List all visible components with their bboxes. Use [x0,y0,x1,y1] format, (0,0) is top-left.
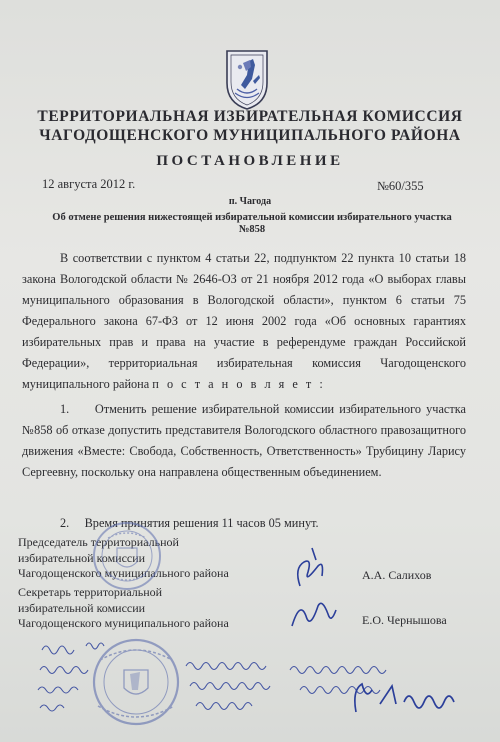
secretary-handwritten-signature [292,603,336,626]
item-2-number: 2. [60,516,70,530]
document-place: п. Чагода [228,196,272,207]
certifying-handwritten-signature [355,684,454,712]
resolves-word: п о с т а н о в л я е т : [152,377,326,391]
chair-title-line1: Председатель территориальной [18,535,179,549]
commission-name-line1: ТЕРРИТОРИАЛЬНАЯ ИЗБИРАТЕЛЬНАЯ КОМИССИЯ [37,108,463,125]
official-stamp-lower [94,640,178,724]
document-subject: Об отмене решения нижестоящей избирательной комиссии избирательного участка №858 [52,212,452,235]
commission-name-line2: ЧАГОДОЩЕНСКОГО МУНИЦИПАЛЬНОГО РАЙОНА [39,127,461,144]
coat-of-arms-emblem [219,45,275,113]
chair-title-line2: избирательной комиссии [18,550,146,565]
preamble-text: В соответствии с пунктом 4 статьи 22, подпунктом 22 пункта 10 статьи 18 закона Вологодской области № 2646-ОЗ от 21 ноября 2012 года «О выборах главы муниципального образования в Вологодской области», пунктом 6 статьи 75 Федерального закона 67-ФЗ от 12 июня 2002 года «Об основных гарантиях избирательных прав и права на участие в референдуме граждан Российской Федерации», территориальная избирательная комиссия Чагодощенского муниципального района [22,251,466,391]
item-2-text: Время принятия решения 11 часов 05 минут. [84,516,319,530]
document-number: №60/355 [377,179,424,193]
secretary-title-line2: избирательной комиссии [18,600,146,615]
secretary-title-line1: Секретарь территориальной [18,585,163,599]
preamble-paragraph [22,248,466,395]
chair-signature-block [18,535,229,582]
chair-name: А.А. Салихов [362,568,432,582]
item-1-text: Отменить решение избирательной комиссии избирательного участка №858 об отказе допустить представителя Вологодского областного правозащитного движения «Вместе: Свобода, Собственность, Ответственность» Трубицину Ларису Сергеевну, поскольку она направлена общественным объединением. [22,402,466,479]
secretary-signature-block [18,585,229,632]
resolution-item-1 [22,399,466,483]
handwritten-certification-note [38,643,386,711]
document-date: 12 августа 2012 г. [42,177,136,191]
resolution-item-2 [22,513,466,534]
secretary-title-line3: Чагодощенского муниципального района [18,616,229,630]
chair-title-line3: Чагодощенского муниципального района [18,566,229,580]
document-type-title: ПОСТАНОВЛЕНИЕ [156,153,344,169]
chair-handwritten-signature [298,548,323,586]
secretary-name: Е.О. Чернышова [362,613,447,627]
item-1-number: 1. [60,402,70,416]
